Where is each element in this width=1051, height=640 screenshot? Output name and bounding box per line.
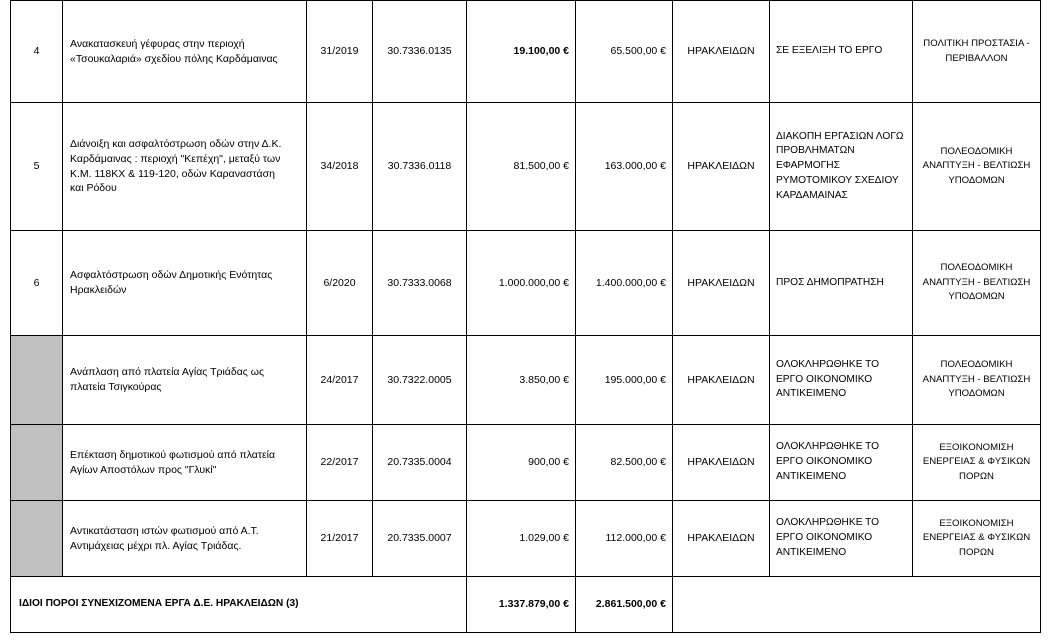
row-number: 5 <box>11 103 63 231</box>
budget-code: 20.7335.0007 <box>373 501 467 577</box>
project-category <box>913 103 1041 231</box>
status-line: ΣΕ ΕΞΕΛΙΞΗ ΤΟ ΕΡΓΟ <box>776 45 883 57</box>
decision-number: 24/2017 <box>307 336 373 425</box>
municipal-unit: ΗΡΑΚΛΕΙΔΩΝ <box>673 336 770 425</box>
table-row <box>11 103 1041 231</box>
category-line: ΕΝΕΡΓΕΙΑΣ & ΦΥΣΙΚΩΝ <box>922 532 1031 544</box>
category-line: ΑΝΑΠΤΥΞΗ - ΒΕΛΤΙΩΣΗ <box>922 276 1031 288</box>
category-line: ΠΟΛΕΟΔΟΜΙΚΗ <box>940 145 1013 157</box>
title-line: Αγίων Αποστόλων προς "Γλυκί" <box>70 463 217 476</box>
title-line: Κ.Μ. 118ΚΧ & 119-120, οδών Καραναστάση <box>70 167 275 180</box>
category-line: ΠΟΡΩΝ <box>959 546 994 558</box>
budget-code: 30.7336.0118 <box>373 103 467 231</box>
status-line: ΔΙΑΚΟΠΗ ΕΡΓΑΣΙΩΝ ΛΟΓΩ <box>776 130 904 142</box>
table-row <box>11 501 1041 577</box>
status-line: ΡΥΜΟΤΟΜΙΚΟΥ ΣΧΕΔΙΟΥ <box>776 174 899 186</box>
row-number <box>11 501 63 577</box>
status-line: ΑΝΤΙΚΕΙΜΕΝΟ <box>776 546 847 558</box>
municipal-unit: ΗΡΑΚΛΕΙΔΩΝ <box>673 501 770 577</box>
title-line: Ηρακλειδών <box>70 284 127 296</box>
status-line: ΟΛΟΚΛΗΡΩΘΗΚΕ ΤΟ <box>776 358 880 370</box>
project-category <box>913 336 1041 425</box>
project-category <box>913 425 1041 501</box>
category-line: ΠΟΛΙΤΙΚΗ ΠΡΟΣΤΑΣΙΑ - <box>923 38 1030 50</box>
projects-table <box>10 0 1041 633</box>
municipal-unit: ΗΡΑΚΛΕΙΔΩΝ <box>673 103 770 231</box>
row-number: 4 <box>11 1 63 103</box>
amount-total: 65.500,00 € <box>576 1 673 103</box>
project-status <box>770 103 913 231</box>
title-line: Ανάπλαση από πλατεία Αγίας Τριάδας ως <box>70 366 265 379</box>
total-label: ΙΔΙΟΙ ΠΟΡΟΙ ΣΥΝΕΧΙΖΟΜΕΝΑ ΕΡΓΑ Δ.Ε. ΗΡΑΚΛΕΙΔΩΝ (3) <box>11 577 467 633</box>
project-status <box>770 425 913 501</box>
status-line: ΕΡΓΟ ΟΙΚΟΝΟΜΙΚΟ <box>776 456 873 468</box>
project-status <box>770 231 913 336</box>
decision-number: 21/2017 <box>307 501 373 577</box>
category-line: ΑΝΑΠΤΥΞΗ - ΒΕΛΤΙΩΣΗ <box>922 373 1031 385</box>
status-line: ΠΡΟΒΛΗΜΑΤΩΝ <box>776 145 855 157</box>
amount-total: 163.000,00 € <box>576 103 673 231</box>
status-line: ΟΛΟΚΛΗΡΩΘΗΚΕ ΤΟ <box>776 517 880 529</box>
category-line: ΠΕΡΙΒΑΛΛΟΝ <box>945 52 1008 64</box>
amount-allocated: 1.000.000,00 € <box>467 231 576 336</box>
amount-allocated: 19.100,00 € <box>467 1 576 103</box>
row-number <box>11 425 63 501</box>
project-status <box>770 1 913 103</box>
total-empty-cell <box>673 577 1041 633</box>
project-category <box>913 1 1041 103</box>
amount-total: 112.000,00 € <box>576 501 673 577</box>
category-line: ΠΟΡΩΝ <box>959 470 994 482</box>
project-title <box>63 336 307 425</box>
title-line: Ασφαλτόστρωση οδών Δημοτικής Ενότητας <box>70 269 273 282</box>
title-line: Επέκταση δημοτικού φωτισμού από πλατεία <box>70 448 276 461</box>
row-number: 6 <box>11 231 63 336</box>
total-amount-total: 2.861.500,00 € <box>576 577 673 633</box>
budget-code: 30.7322.0005 <box>373 336 467 425</box>
amount-allocated: 3.850,00 € <box>467 336 576 425</box>
project-category <box>913 231 1041 336</box>
title-line: Αντιμάχειας μέχρι πλ. Αγίας Τριάδας. <box>70 539 242 552</box>
table-row <box>11 336 1041 425</box>
title-line: Ανακατασκευή γέφυρας στην περιοχή <box>70 37 245 50</box>
amount-allocated: 1.029,00 € <box>467 501 576 577</box>
title-line: «Τσουκαλαριά» σχεδίου πόλης Καρδάμαινας <box>70 52 278 65</box>
decision-number: 22/2017 <box>307 425 373 501</box>
category-line: ΑΝΑΠΤΥΞΗ - ΒΕΛΤΙΩΣΗ <box>922 160 1031 172</box>
title-line: Αντικατάσταση ιστών φωτισμού από Α.Τ. <box>70 524 259 537</box>
status-line: ΕΡΓΟ ΟΙΚΟΝΟΜΙΚΟ <box>776 373 873 385</box>
category-line: ΕΞΟΙΚΟΝΟΜΙΣΗ <box>939 441 1014 453</box>
category-line: ΥΠΟΔΟΜΩΝ <box>948 388 1005 400</box>
municipal-unit: ΗΡΑΚΛΕΙΔΩΝ <box>673 231 770 336</box>
project-title <box>63 103 307 231</box>
budget-code: 30.7333.0068 <box>373 231 467 336</box>
project-title <box>63 501 307 577</box>
category-line: ΠΟΛΕΟΔΟΜΙΚΗ <box>940 262 1013 274</box>
amount-allocated: 900,00 € <box>467 425 576 501</box>
category-line: ΠΟΛΕΟΔΟΜΙΚΗ <box>940 359 1013 371</box>
title-line: Καρδάμαινας : περιοχή "Κεπέχη", μεταξύ των <box>70 152 281 165</box>
budget-code: 20.7335.0004 <box>373 425 467 501</box>
table-row <box>11 1 1041 103</box>
amount-total: 82.500,00 € <box>576 425 673 501</box>
title-line: και Ρόδου <box>70 182 117 195</box>
municipal-unit: ΗΡΑΚΛΕΙΔΩΝ <box>673 1 770 103</box>
category-line: ΥΠΟΔΟΜΩΝ <box>948 174 1005 186</box>
title-line: πλατεία Τσιγκούρας <box>70 381 162 393</box>
decision-number: 31/2019 <box>307 1 373 103</box>
municipal-unit: ΗΡΑΚΛΕΙΔΩΝ <box>673 425 770 501</box>
amount-total: 195.000,00 € <box>576 336 673 425</box>
row-number <box>11 336 63 425</box>
amount-allocated: 81.500,00 € <box>467 103 576 231</box>
table-row <box>11 231 1041 336</box>
status-line: ΚΑΡΔΑΜΑΙΝΑΣ <box>776 189 848 201</box>
category-line: ΕΞΟΙΚΟΝΟΜΙΣΗ <box>939 517 1014 529</box>
project-status <box>770 336 913 425</box>
project-title <box>63 1 307 103</box>
project-status <box>770 501 913 577</box>
status-line: ΟΛΟΚΛΗΡΩΘΗΚΕ ΤΟ <box>776 441 880 453</box>
status-line: ΕΦΑΡΜΟΓΗΣ <box>776 160 840 172</box>
amount-total: 1.400.000,00 € <box>576 231 673 336</box>
status-line: ΑΝΤΙΚΕΙΜΕΝΟ <box>776 388 847 400</box>
budget-code: 30.7336.0135 <box>373 1 467 103</box>
title-line: Διάνοιξη και ασφαλτόστρωση οδών στην Δ.Κ. <box>70 137 282 150</box>
decision-number: 34/2018 <box>307 103 373 231</box>
total-amount-allocated: 1.337.879,00 € <box>467 577 576 633</box>
status-line: ΑΝΤΙΚΕΙΜΕΝΟ <box>776 470 847 482</box>
table-row <box>11 425 1041 501</box>
total-row <box>11 577 1041 633</box>
project-title <box>63 425 307 501</box>
project-title <box>63 231 307 336</box>
project-category <box>913 501 1041 577</box>
decision-number: 6/2020 <box>307 231 373 336</box>
status-line: ΕΡΓΟ ΟΙΚΟΝΟΜΙΚΟ <box>776 532 873 544</box>
category-line: ΕΝΕΡΓΕΙΑΣ & ΦΥΣΙΚΩΝ <box>922 456 1031 468</box>
status-line: ΠΡΟΣ ΔΗΜΟΠΡΑΤΗΣΗ <box>776 276 884 288</box>
category-line: ΥΠΟΔΟΜΩΝ <box>948 291 1005 303</box>
